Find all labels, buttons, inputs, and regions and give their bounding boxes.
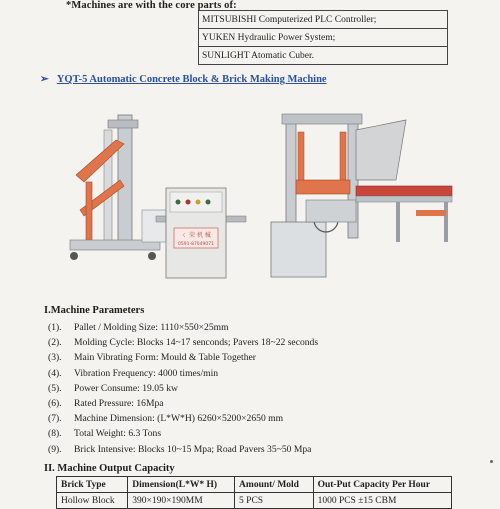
core-part-cell: MITSUBISHI Computerized PLC Controller;: [199, 11, 448, 29]
column-header: Amount/ Mold: [235, 477, 314, 493]
list-item: [48, 411, 318, 426]
item-text: Molding Cycle: Blocks 14~17 senconds; Pavers 18~22 seconds: [74, 337, 319, 349]
machine-model-title: YQT-5 Automatic Concrete Block & Brick Making Machine: [56, 74, 327, 85]
item-text: Pallet / Molding Size: 1110×550×25mm: [74, 322, 229, 333]
machine-parameters-title: I.Machine Parameters: [44, 305, 145, 316]
item-text: Rated Pressure: 16Mpa: [74, 398, 164, 410]
item-number: (3).: [48, 352, 62, 364]
column-header: Out-Put Capacity Per Hour: [313, 477, 451, 493]
control-cabinet: [166, 188, 226, 278]
list-item: [48, 426, 318, 441]
item-number: (8).: [48, 428, 62, 440]
list-item: [48, 350, 318, 365]
item-number: (5).: [48, 382, 62, 394]
item-text: Vibration Frequency: 4000 times/min: [74, 367, 219, 379]
item-number: (4).: [48, 367, 62, 379]
list-item: [48, 442, 318, 457]
column-header: Dimension(L*W* H): [128, 477, 235, 493]
arrow-bullet-icon: ➢: [40, 74, 49, 85]
list-item: [48, 396, 318, 411]
table-cell: 1000 PCS ±15 CBM: [313, 493, 451, 509]
item-number: (9).: [48, 443, 62, 455]
output-capacity-table: [56, 476, 452, 509]
list-item: [48, 366, 318, 381]
core-parts-table: [198, 10, 448, 65]
core-parts-title: *Machines are with the core parts of:: [66, 0, 237, 11]
table-header-row: [57, 477, 452, 493]
core-part-cell: SUNLIGHT Atomatic Cuber.: [199, 47, 448, 65]
item-text: Brick Intensive: Blocks 10~15 Mpa; Road Pavers 35~50 Mpa: [74, 443, 312, 455]
table-cell: 5 PCS: [235, 493, 314, 509]
output-capacity-title: II. Machine Output Capacity: [44, 463, 175, 474]
table-row: [199, 47, 448, 65]
item-number: (1).: [48, 322, 62, 333]
column-header: Brick Type: [57, 477, 128, 493]
core-part-cell: YUKEN Hydraulic Power System;: [199, 29, 448, 47]
list-item: [48, 335, 318, 350]
item-text: Main Vibrating Form: Mould & Table Together: [74, 352, 256, 364]
machine-model-heading: [40, 73, 327, 85]
stacker-tower: [70, 115, 166, 260]
table-row: [57, 493, 452, 509]
table-cell: 390×190×190MM: [128, 493, 235, 509]
machine-photo: [56, 110, 456, 280]
item-text: Power Consume: 19.05 kw: [74, 382, 178, 394]
item-number: (7).: [48, 413, 62, 425]
output-conveyor: [356, 186, 452, 242]
machine-parameters-list: [48, 320, 318, 457]
table-cell: Hollow Block: [57, 493, 128, 509]
list-item: [48, 320, 318, 335]
table-row: [199, 29, 448, 47]
table-row: [199, 11, 448, 29]
item-number: (6).: [48, 398, 62, 410]
item-number: (2).: [48, 337, 62, 349]
scan-speck: [490, 460, 493, 463]
cabinet-label: ㄑ 荣 机 械: [181, 232, 211, 239]
list-item: [48, 381, 318, 396]
cabinet-phone: 0591-87049071: [178, 242, 214, 247]
item-text: Machine Dimension: (L*W*H) 6260×5200×2650 mm: [74, 413, 284, 425]
item-text: Total Weight: 6.3 Tons: [74, 428, 162, 440]
